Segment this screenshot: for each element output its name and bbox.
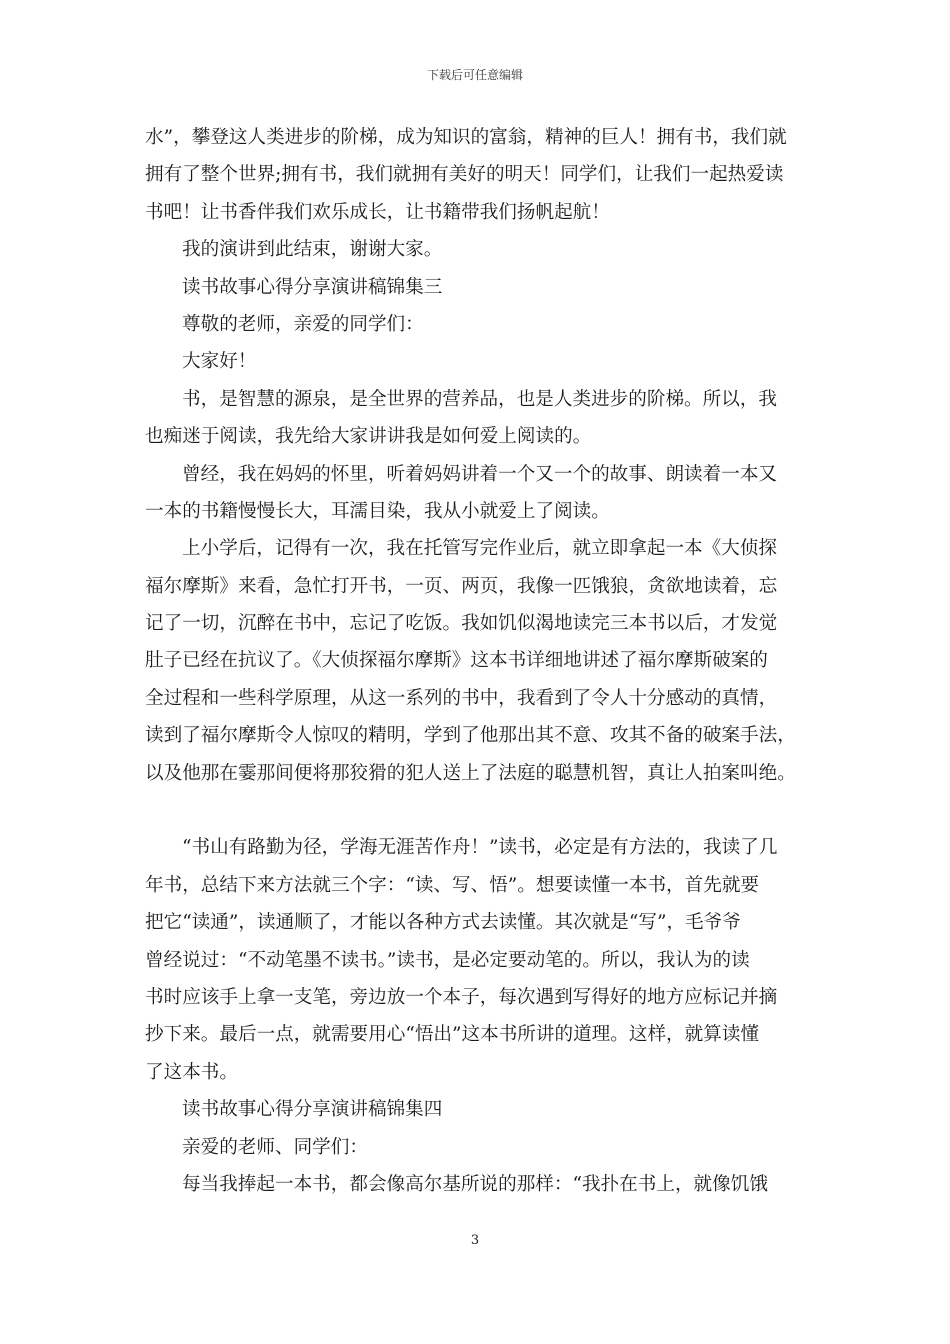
- body-line: 曾经，我在妈妈的怀里，听着妈妈讲着一个又一个的故事、朗读着一本又: [182, 463, 778, 485]
- body-line: 读到了福尔摩斯令人惊叹的精明，学到了他那出其不意、攻其不备的破案手法，: [145, 725, 796, 747]
- document-body: [145, 119, 815, 1203]
- body-line: 福尔摩斯》来看，急忙打开书，一页、两页，我像一匹饿狼，贪欲地读着，忘: [145, 575, 778, 597]
- body-line: 抄下来。最后一点，就需要用心“悟出”这本书所讲的道理。这样，就算读懂: [145, 1024, 760, 1046]
- body-line: 拥有了整个世界;拥有书，我们就拥有美好的明天！同学们，让我们一起热爱读: [145, 164, 784, 186]
- paragraph-gap: [145, 792, 815, 829]
- page-header: 下载后可任意编辑: [426, 68, 523, 82]
- body-line: 记了一切，沉醉在书中，忘记了吃饭。我如饥似渴地读完三本书以后，才发觉: [145, 613, 778, 635]
- body-line: 把它“读通”，读通顺了，才能以各种方式去读懂。其次就是“写”，毛爷爷: [145, 912, 741, 934]
- section-heading: 读书故事心得分享演讲稿锦集四: [182, 1099, 443, 1121]
- body-line: 以及他那在霎那间便将那狡猾的犯人送上了法庭的聪慧机智，真让人拍案叫绝。: [145, 762, 796, 784]
- body-line: 曾经说过：“不动笔墨不读书。”读书，是必定要动笔的。所以，我认为的读: [145, 949, 750, 971]
- body-line: 上小学后，记得有一次，我在托管写完作业后，就立即拿起一本《大侦探: [182, 538, 778, 560]
- body-line: 也痴迷于阅读，我先给大家讲讲我是如何爱上阅读的。: [145, 426, 592, 448]
- body-line: 书吧！让书香伴我们欢乐成长，让书籍带我们扬帆起航！: [145, 201, 610, 223]
- section-heading: 读书故事心得分享演讲稿锦集三: [182, 276, 443, 298]
- body-line: 一本的书籍慢慢长大，耳濡目染，我从小就爱上了阅读。: [145, 500, 610, 522]
- body-line: 书，是智慧的源泉，是全世界的营养品，也是人类进步的阶梯。所以，我: [182, 388, 778, 410]
- body-line: 水”，攀登这人类进步的阶梯，成为知识的富翁，精神的巨人！拥有书，我们就: [145, 127, 787, 148]
- salutation: 亲爱的老师、同学们：: [182, 1136, 368, 1158]
- page-number: 3: [470, 1233, 480, 1248]
- body-line: 书时应该手上拿一支笔，旁边放一个本子，每次遇到写得好的地方应标记并摘: [145, 986, 778, 1008]
- body-line: 了这本书。: [145, 1061, 238, 1083]
- body-line: “书山有路勤为径，学海无涯苦作舟！”读书，必定是有方法的，我读了几: [182, 837, 778, 859]
- body-line: 每当我捧起一本书，都会像高尔基所说的那样：“我扑在书上，就像饥饿: [182, 1173, 768, 1195]
- salutation: 尊敬的老师，亲爱的同学们：: [182, 313, 424, 335]
- body-line: 肚子已经在抗议了。《大侦探福尔摩斯》这本书详细地讲述了福尔摩斯破案的: [145, 650, 768, 672]
- body-line: 年书，总结下来方法就三个字：“读、写、悟”。想要读懂一本书，首先就要: [145, 874, 760, 896]
- body-line: 全过程和一些科学原理，从这一系列的书中，我看到了令人十分感动的真情，: [145, 687, 778, 709]
- greeting: 大家好！: [182, 351, 257, 373]
- closing-line: 我的演讲到此结束，谢谢大家。: [182, 239, 443, 261]
